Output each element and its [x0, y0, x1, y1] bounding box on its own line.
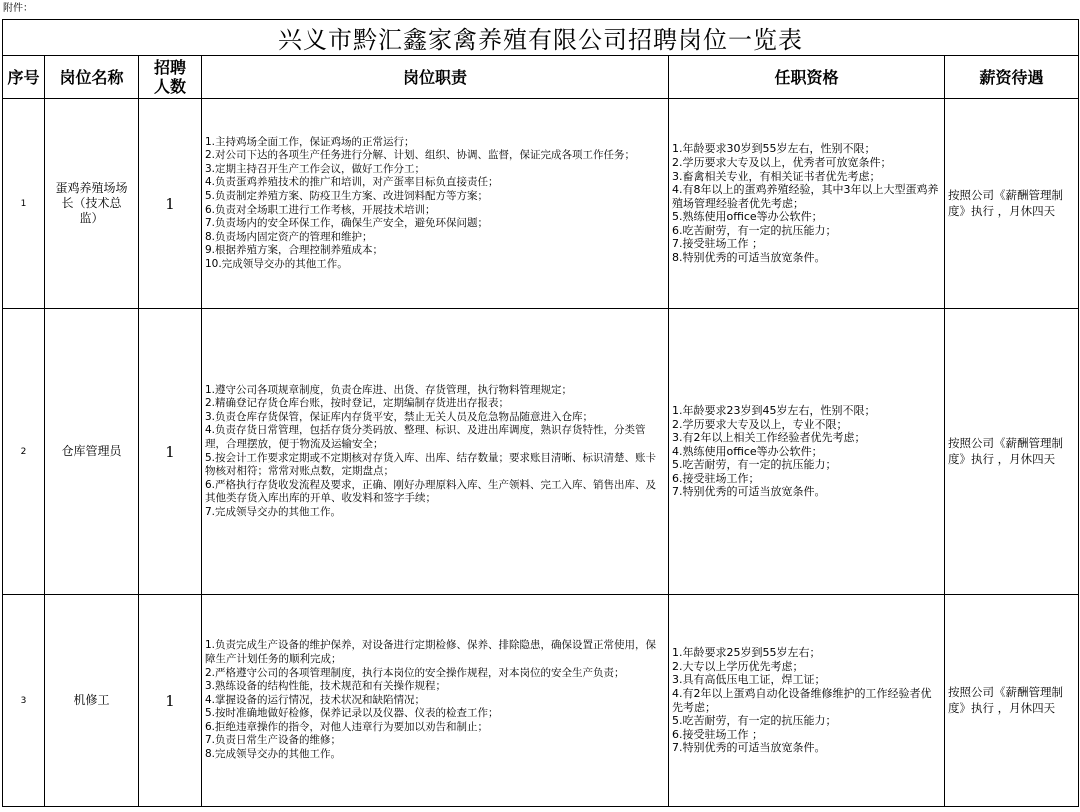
duty-line: 3.定期主持召开生产工作会议，做好工作分工； [205, 162, 426, 175]
qualification-line: 6.接受驻场工作 ； [672, 727, 763, 741]
qualification-line: 3.有2年以上相关工作经验者优先考虑； [672, 431, 866, 445]
qualification-line: 6.吃苦耐劳，有一定的抗压能力； [672, 223, 837, 237]
row-qualifications [669, 99, 945, 309]
qualification-line: 4.有8年以上的蛋鸡养殖经验，其中3年以上大型蛋鸡养殖场管理经验者优先考虑； [672, 183, 939, 210]
duty-line: 3.熟练设备的结构性能，技术规范和有关操作规程； [205, 680, 447, 693]
table-row [3, 99, 1079, 309]
qualification-line: 2.大专以上学历优先考虑； [672, 659, 804, 673]
duty-line: 5.按时准确地做好检修，保养记录以及仪器、仪表的检查工作； [205, 707, 499, 720]
table-row [3, 309, 1079, 595]
duty-line: 6.拒绝违章操作的指令，对他人违章行为要加以劝告和制止； [205, 720, 489, 733]
duty-line: 1.主持鸡场全面工作，保证鸡场的正常运行； [205, 135, 415, 148]
duty-line: 2.精确登记存货仓库台账，按时登记，定期编制存货进出存报表； [205, 397, 510, 410]
qualification-line: 5.吃苦耐劳，有一定的抗压能力； [672, 458, 837, 472]
duty-line: 6.严格执行存货收发流程及要求，正确、刚好办理原料入库、生产领料、完工入库、销售出库、及其他类存货入库出库的开单、收发料和签字手续； [205, 478, 657, 505]
qualification-line: 7.特别优秀的可适当放宽条件。 [672, 485, 826, 499]
qualification-line: 4.有2年以上蛋鸡自动化设备维修维护的工作经验者优先考虑； [672, 686, 932, 714]
qualification-line: 2.学历要求大专及以上，专业不限； [672, 417, 848, 431]
duty-line: 9.根据养殖方案，合理控制养殖成本； [205, 244, 384, 257]
row-duties [202, 99, 669, 309]
row-seq: 2 [3, 309, 45, 595]
qualification-line: 6.接受驻场工作； [672, 471, 760, 485]
qualification-line: 4.熟练使用office等办公软件； [672, 444, 823, 458]
duty-line: 8.负责场内固定资产的管理和维护； [205, 230, 373, 243]
header-row [3, 56, 1079, 99]
table-row [3, 595, 1079, 807]
header-position: 岗位名称 [45, 56, 139, 99]
attachment-label: 附件： [3, 3, 33, 14]
qualification-line: 1.年龄要求23岁到45岁左右，性别不限； [672, 403, 876, 417]
recruitment-table [2, 19, 1079, 807]
row-seq: 1 [3, 99, 45, 309]
duty-line: 8.完成领导交办的其他工作。 [205, 748, 342, 761]
duty-line: 4.负责存货日常管理，包括存货分类码放、整理、标识、及进出库调度，熟识存货特性，分类管理，合理摆放，便于物流及运输安全； [205, 424, 646, 450]
header-qualifications: 任职资格 [669, 56, 945, 99]
duty-line: 2.严格遵守公司的各项管理制度，执行本岗位的安全操作规程，对本岗位的安全生产负责； [205, 666, 625, 679]
duty-line: 5.负责制定养殖方案、防疫卫生方案、改进饲料配方等方案； [205, 189, 489, 202]
duty-line: 5.按会计工作要求定期或不定期核对存货入库、出库、结存数量；要求账目清晰、标识清楚、账卡物核对相符；常常对账点数，定期盘点； [205, 451, 657, 478]
row-salary: 按照公司《薪酬管理制度》执行 ，月休四天 [945, 309, 1079, 595]
qualification-line: 2.学历要求大专及以上，优秀者可放宽条件； [672, 155, 892, 169]
row-salary: 按照公司《薪酬管理制度》执行 ，月休四天 [945, 99, 1079, 309]
row-qualifications [669, 309, 945, 595]
row-position: 仓库管理员 [45, 309, 139, 595]
duty-line: 1.遵守公司各项规章制度，负责仓库进、出货、存货管理，执行物料管理规定； [205, 383, 573, 396]
qualification-line: 8.特别优秀的可适当放宽条件。 [672, 251, 826, 265]
header-seq: 序号 [3, 56, 45, 99]
duty-line: 2.对公司下达的各项生产任务进行分解、计划、组织、协调、监督，保证完成各项工作任务； [205, 149, 636, 162]
page-title: 兴义市黔汇鑫家禽养殖有限公司招聘岗位一览表 [3, 20, 1079, 56]
qualification-line: 3.具有高低压电工证，焊工证； [672, 673, 826, 687]
header-count: 招聘人数 [139, 56, 202, 99]
qualification-line: 7.特别优秀的可适当放宽条件。 [672, 741, 826, 755]
row-position: 机修工 [45, 595, 139, 807]
duty-line: 10.完成领导交办的其他工作。 [205, 257, 348, 270]
header-duties: 岗位职责 [202, 56, 669, 99]
duty-line: 4.负责蛋鸡养殖技术的推广和培训，对产蛋率目标负直接责任； [205, 176, 499, 189]
duty-line: 7.负责日常生产设备的维修； [205, 734, 342, 747]
qualification-line: 1.年龄要求25岁到55岁左右； [672, 646, 821, 660]
row-qualifications [669, 595, 945, 807]
header-salary: 薪资待遇 [945, 56, 1079, 99]
row-count: 1 [139, 99, 202, 309]
row-duties [202, 309, 669, 595]
row-count: 1 [139, 595, 202, 807]
qualification-line: 7.接受驻场工作 ； [672, 237, 763, 251]
duty-line: 3.负责仓库存货保管，保证库内存货平安，禁止无关人员及危急物品随意进入仓库； [205, 410, 594, 423]
row-seq: 3 [3, 595, 45, 807]
row-duties [202, 595, 669, 807]
qualification-line: 5.吃苦耐劳，有一定的抗压能力； [672, 714, 837, 728]
duty-line: 1.负责完成生产设备的维护保养，对设备进行定期检修、保养、排除隐患，确保设置正常使用，保障生产计划任务的顺利完成； [205, 639, 657, 665]
duty-line: 7.完成领导交办的其他工作。 [205, 505, 342, 518]
row-salary: 按照公司《薪酬管理制度》执行 ，月休四天 [945, 595, 1079, 807]
duty-line: 6.负责对全场职工进行工作考核，开展技术培训； [205, 203, 436, 216]
qualification-line: 3.畜禽相关专业，有相关证书者优先考虑； [672, 169, 881, 183]
qualification-line: 5.熟练使用office等办公软件； [672, 210, 823, 224]
row-count: 1 [139, 309, 202, 595]
row-position: 蛋鸡养殖场场长（技术总监） [45, 99, 139, 309]
qualification-line: 1.年龄要求30岁到55岁左右，性别不限； [672, 142, 876, 156]
duty-line: 7.负责场内的安全环保工作，确保生产安全，避免环保问题； [205, 217, 489, 230]
duty-line: 4.掌握设备的运行情况，技术状况和缺陷情况； [205, 693, 426, 706]
